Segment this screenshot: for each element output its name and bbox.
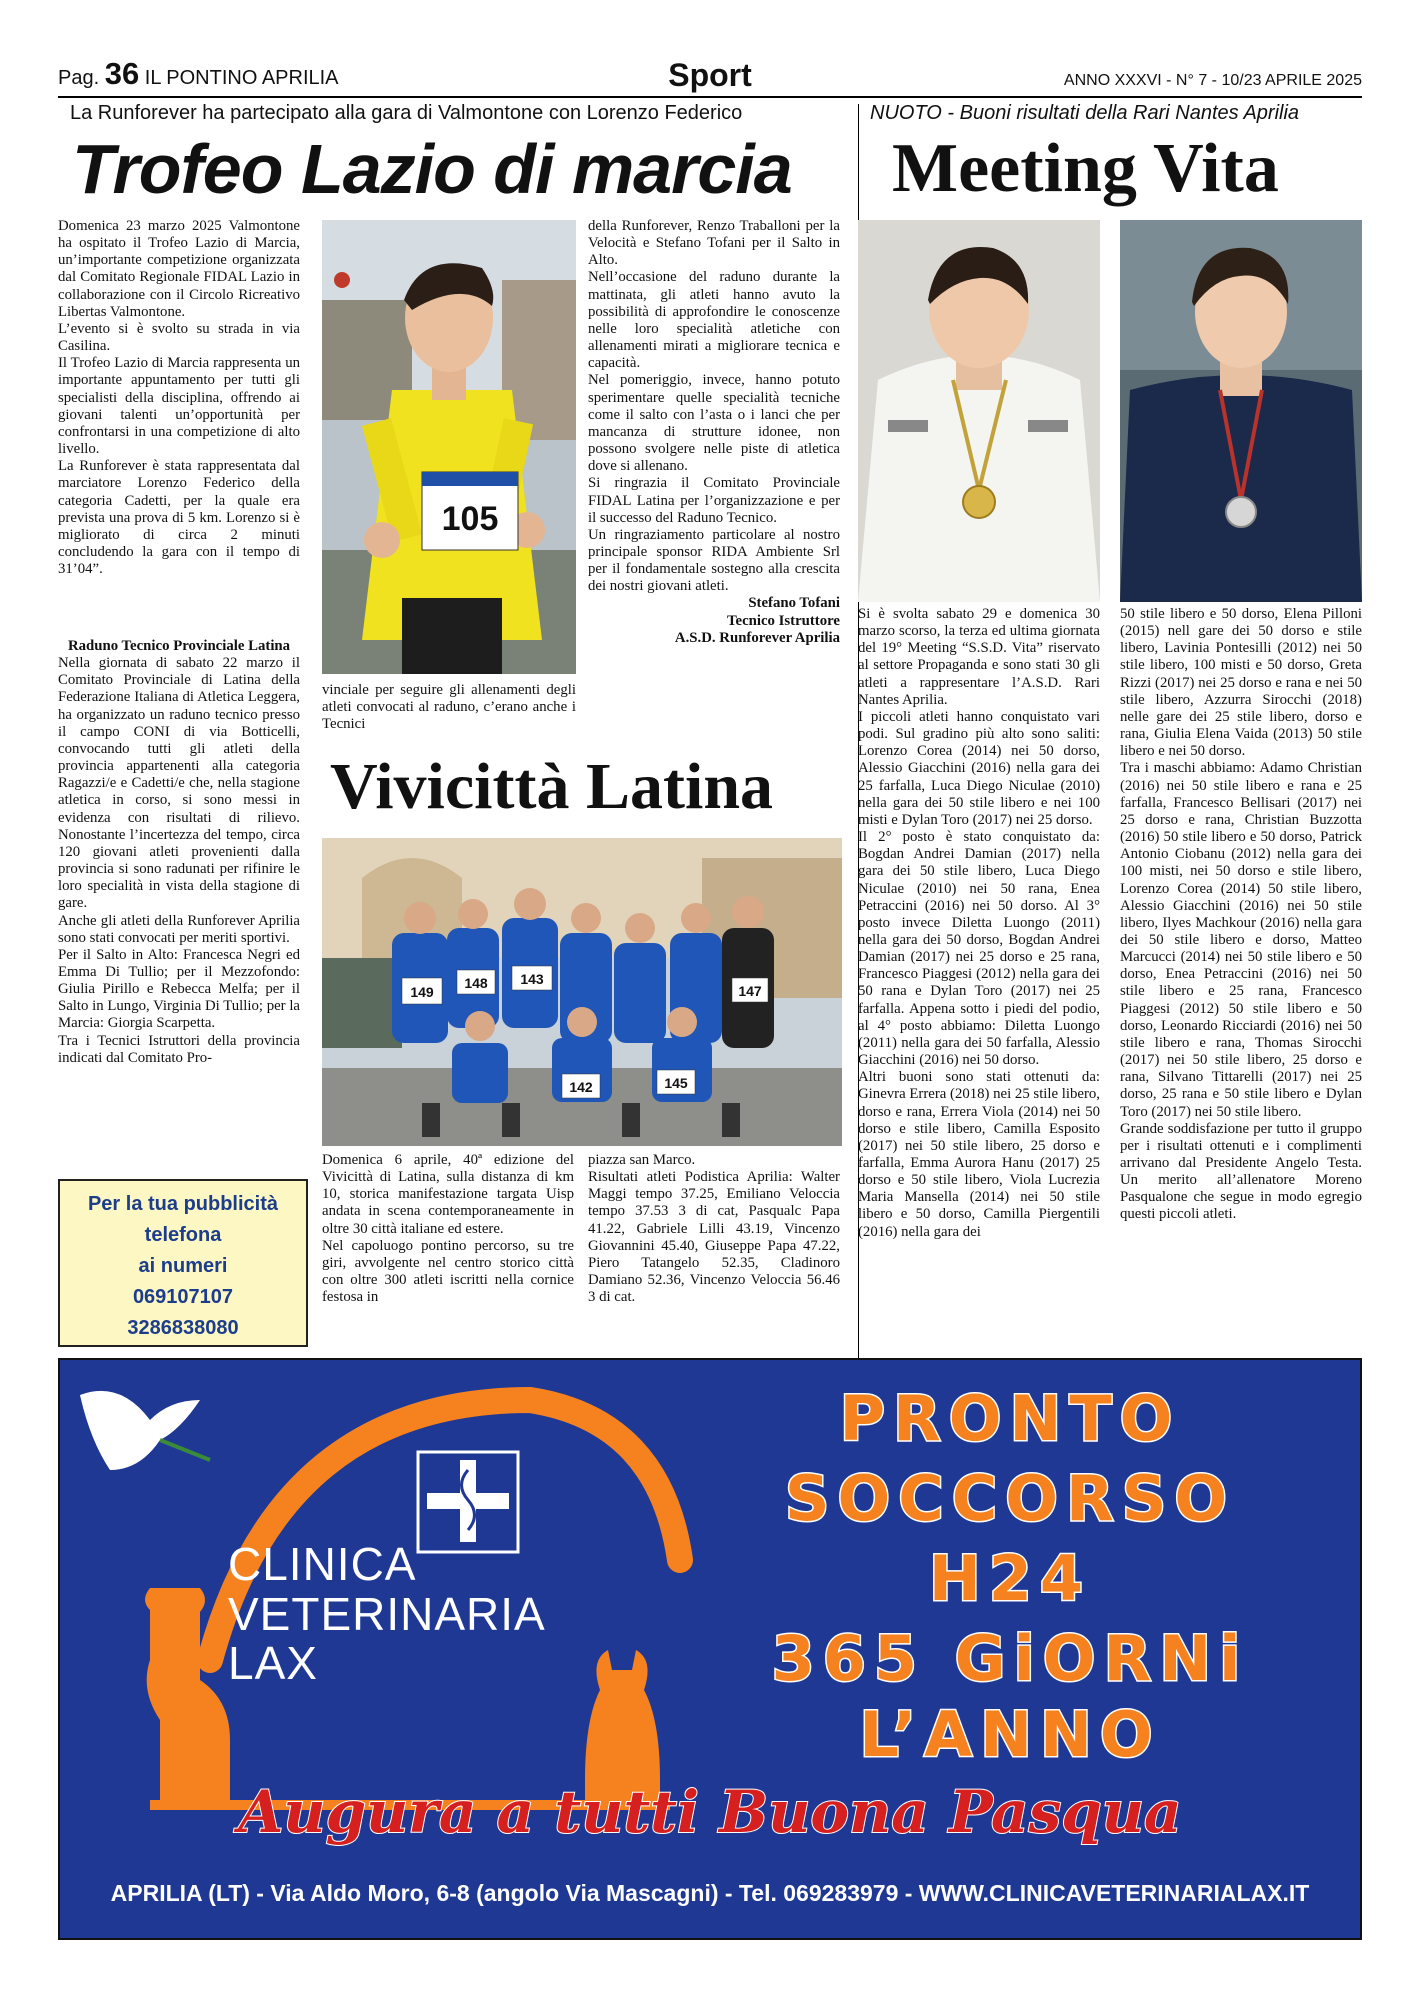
bib-number: 105 [441, 500, 499, 538]
publication-name: IL PONTINO APRILIA [144, 67, 339, 89]
phone-number: 069107107 [132, 1286, 234, 1308]
article1-column-2 [322, 682, 576, 742]
clinic-name-line: CLINICA [228, 1538, 417, 1590]
header-rule [58, 96, 1362, 98]
article3-column-2 [1120, 606, 1362, 1354]
article1-column-3 [588, 218, 840, 718]
bib-label: 142 [569, 1079, 593, 1095]
ad-headline-line: H24 [928, 1542, 1092, 1615]
runner-photo [322, 220, 576, 674]
article3-kicker: NUOTO - Buoni risultati della Rari Nantes Aprilia [870, 102, 1300, 124]
article3-column-1 [858, 606, 1100, 1354]
phone-number: 3286838080 [127, 1317, 239, 1339]
bib-label: 145 [664, 1075, 688, 1091]
paragraph: Il 2° posto è stato conquistato da: Bogdan Andrei Damian (2017) nella gara dei 50 stile libero, Luca Diego Niculae (2010) nei 50 rana, Enea Petraccini (2016) nei 50 dorso. Al 3° posto invece Diletta Luongo (2011) nella gara dei 50 dorso, Bogdan Andrei Damian (2017) nei 25 dorso e 25 rana, Francesco Piaggesi (2012) nella gara dei 50 rana e Dylan Toro (2017) nei 25 farfalla. Appena sotto i piedi del podio, al 4° posto abbiamo: Diletta Luongo (2011) nella gara dei 50 farfalla, Alessio Giacchini (2016) nei 50 dorso. [858, 829, 1100, 1069]
clinic-name [228, 1540, 546, 1689]
advertising-contact-box [58, 1179, 308, 1347]
swimmer-photo-1 [858, 220, 1100, 602]
paragraph: piazza san Marco. [588, 1152, 696, 1168]
dove-icon [80, 1391, 200, 1470]
paragraph: Nel capoluogo pontino percorso, su tre giri, avvolgente nel centro storico città con oltre 300 atleti iscritti nella cornice festosa in [322, 1237, 574, 1306]
paragraph: I piccoli atleti hanno conquistato vari podi. Sul gradino più alto sono saliti: Lorenzo Corea (2014) nei 50 dorso, Alessio Giacchini (2016) nella gara dei 25 farfalla, Luca Diego Niculae (2010) nella gara dei 50 stile libero e nei 100 misti e Dylan Toro (2017) nei 25 dorso. [858, 708, 1100, 828]
bib-label: 147 [738, 983, 762, 999]
bib-label: 149 [410, 984, 434, 1000]
article1-column-1 [58, 218, 300, 654]
promo-line: telefona [144, 1224, 222, 1246]
article2-column-1 [322, 1152, 574, 1358]
paragraph: vinciale per seguire gli allenamenti degli atleti convocati al raduno, c’erano anche i Tecnici [322, 682, 576, 733]
easter-greeting: Augura a tutti Buona Pasqua [238, 1778, 1182, 1846]
ad-headline-line: PRONTO [839, 1382, 1181, 1455]
article1-title: Trofeo Lazio di marcia [72, 130, 792, 208]
veterinary-clinic-ad [58, 1358, 1362, 1940]
paragraph: Tra i maschi abbiamo: Adamo Christian (2016) nei 50 stile libero e rana e 25 farfalla, Francesco Bellisari (2017) nei 25 dorso e rana, Christian Buzzotta (2016) 50 stile libero e 50 dorso, Patrick Antonio Ciobanu (2012) nella gara dei 100 misti, nei 50 dorso e stile libero, Lorenzo Corea (2014) 50 stile libero, Alessio Giacchini (2016) nei 50 stile libero, Ilyes Machkour (2016) nella gara dei 50 stile libero e dorso, Matteo Marcucci (2014) nei 50 stile libero e 50 dorso, Enea Petraccini (2016) nei 50 stile libero e 25 rana, Francesco Piaggesi (2012) 50 stile libero e 50 dorso, Leonardo Ricciardi (2016) nei 50 stile libero e rana, Thomas Sirocchi (2017) nei 50 stile libero, 25 dorso e rana, Silvano Tittarelli (2017) nei 25 dorso, 25 rana e 50 stile libero e Dylan Toro (2017) nei 50 stile libero. [1120, 760, 1362, 1120]
paragraph: Nella giornata di sabato 22 marzo il Comitato Provinciale di Latina della Federazione Italiana di Atletica Leggera, ha organizzato un raduno tecnico presso il campo CONI di via Botticelli, convocando tutti gli atleti della provincia appartenenti alla categoria Ragazzi/e e Cadetti/e che, nella stagione atletica in corso, si sono messi in evidenza con risultati di rilievo. Nonostante l’incertezza del tempo, circa 120 giovani atleti provenienti dalla provincia si sono radunati per rifinire le loro specialità in vista della stagione di gare. [58, 655, 300, 912]
paragraph: Per il Salto in Alto: Francesca Negri ed Emma Di Tullio; per il Mezzofondo: Giulia Pirillo e Rebecca Melfa; per il Salto in Lungo, Virginia Di Tullio; per la Marcia: Giorgia Scarpetta. [58, 946, 300, 1032]
paragraph: della Runforever, Renzo Traballoni per la Velocità e Stefano Tofani per il Salto in Alto. [588, 218, 840, 269]
clinic-name-line: LAX [228, 1637, 318, 1690]
signature-club: A.S.D. Runforever Aprilia [674, 629, 840, 646]
page-number: 36 [104, 56, 140, 91]
paragraph: Nel pomeriggio, invece, hanno potuto sperimentare quelle specialità tecniche come il salto con l’asta o i lanci che per mancanza di strutture idonee, non possono svolgere nelle piste di atletica dove si allenano. [588, 372, 840, 475]
subheading: Raduno Tecnico Provinciale Latina [67, 638, 291, 654]
paragraph: Nell’occasione del raduno durante la mattinata, gli atleti hanno avuto la possibilità di approfondire le conoscenze nelle loro specialità atletiche con allenamenti mirati a migliorare tecnica e capacità. [588, 269, 840, 372]
ad-headline-line: L’ANNO [859, 1698, 1161, 1771]
paragraph: Domenica 23 marzo 2025 Valmontone ha ospitato il Trofeo Lazio di Marcia, un’importante competizione organizzata dal Comitato Regionale FIDAL Lazio in collaborazione con il Circolo Ricreativo Libertas Valmontone. [58, 218, 300, 320]
clinic-name-line: VETERINARIA [228, 1587, 546, 1640]
signature-name: Stefano Tofani [748, 595, 840, 612]
paragraph: L’evento si è svolto su strada in via Casilina. [58, 320, 300, 355]
ad-headline-line: 365 GiORNi [771, 1622, 1249, 1695]
article1-kicker: La Runforever ha partecipato alla gara di Valmontone con Lorenzo Federico [70, 102, 743, 124]
article1-column-1b [58, 638, 300, 1158]
section-title: Sport [668, 57, 752, 93]
paragraph: Altri buoni sono stati ottenuti da: Ginevra Errera (2018) nei 25 stile libero, dorso e rana, Errera Viola (2014) nei 50 dorso e stile libero, Camilla Esposito (2017) nei 50 stile libero, 25 dorso e farfalla, Emma Aurora Hanu (2017) 25 dorso e 50 stile libero, Viola Lucrezia Maria Mansella (2014) nei 50 stile libero e 50 dorso, Camilla Piergentili (2016) nella gara dei [858, 1069, 1100, 1240]
signature-role: Tecnico Istruttore [726, 612, 840, 629]
bib-label: 148 [464, 975, 488, 991]
page-label: Pag. [58, 67, 100, 89]
group-photo [322, 838, 842, 1146]
paragraph: Si è svolta sabato 29 e domenica 30 marzo scorso, la terza ed ultima giornata del 19° Meeting “S.S.D. Vita” riservato al settore Propaganda e sono stati 30 gli atleti a rappresentare l’A.S.D. Rari Nantes Aprilia. [858, 606, 1100, 708]
paragraph: Grande soddisfazione per tutto il gruppo per i risultati ottenuti e i complimenti arrivano dal Presidente Angelo Testa. Un merito all’allenatore Moreno Pasqualone che segue in modo egregio questi piccoli atleti. [1120, 1120, 1362, 1223]
article2-title: Vivicittà Latina [330, 750, 774, 823]
paragraph: Tra i Tecnici Istruttori della provincia indicati dal Comitato Pro- [58, 1032, 300, 1066]
swimmer-photo-2 [1120, 220, 1362, 602]
paragraph: La Runforever è stata rappresentata dal marciatore Lorenzo Federico della categoria Cadetti, per la quale era prevista una prova di 5 km. Lorenzo si è migliorato di circa 2 minuti concludendo la gara con il tempo di 31’04”. [58, 458, 300, 578]
clinic-address: APRILIA (LT) - Via Aldo Moro, 6-8 (angolo Via Mascagni) - Tel. 069283979 - WWW.CLINICAVETERINARIALAX.IT [110, 1880, 1310, 1906]
paragraph: 50 stile libero e 50 dorso, Elena Pilloni (2015) nell gare dei 50 dorso e stile libero, Lavinia Pontesilli (2012) nei 50 stile libero, 100 misti e 50 dorso, Greta Rizzi (2017) nei 25 dorso e rana e nei 50 stile libero, Azzurra Sirocchi (2018) nelle gare dei 25 stile libero, dorso e rana, Giulia Elena Vaida (2013) 50 stile libero e nei 50 dorso. [1120, 606, 1362, 760]
promo-line: Per la tua pubblicità [87, 1193, 279, 1215]
paragraph: Il Trofeo Lazio di Marcia rappresenta un importante appuntamento per tutti gli specialisti della disciplina, offrendo ai giovani talenti un’opportunità per confrontarsi in una competizione di alto livello. [58, 355, 300, 458]
paragraph: Si ringrazia il Comitato Provinciale FIDAL Latina per l’organizzazione e per il successo del Raduno Tecnico. [588, 475, 840, 526]
promo-line: ai numeri [138, 1255, 228, 1277]
ad-headline-line: SOCCORSO [784, 1462, 1236, 1535]
paragraph: Un ringraziamento particolare al nostro principale sponsor RIDA Ambiente Srl per il fondamentale sostegno alla crescita dei nostri giovani atleti. [588, 526, 840, 595]
paragraph: Domenica 6 aprile, 40ª edizione del Vivicittà di Latina, sulla distanza di km 10, storica manifestazione targata Uisp andata in scena contemporaneamente in oltre 30 città italiane ed estere. [322, 1152, 574, 1237]
edition-info: ANNO XXXVI - N° 7 - 10/23 APRILE 2025 [1063, 72, 1362, 89]
page-header [58, 56, 1362, 94]
bib-label: 143 [520, 971, 544, 987]
paragraph: Risultati atleti Podistica Aprilia: Walter Maggi tempo 37.25, Emiliano Veloccia tempo 37.53 3 di cat, Pasqualc Papa 41.22, Gabriele Lilli 43.19, Vincenzo Giovannini 45.40, Giuseppe Papa 47.22, Piero Tatangelo 52.35, Cladinoro Damiano 52.36, Vincenzo Veloccia 56.46 3 di cat. [588, 1169, 840, 1306]
article3-title: Meeting Vita [892, 130, 1279, 207]
paragraph: Anche gli atleti della Runforever Aprilia sono stati convocati per meriti sportivi. [58, 912, 300, 946]
article2-column-2 [588, 1152, 840, 1358]
